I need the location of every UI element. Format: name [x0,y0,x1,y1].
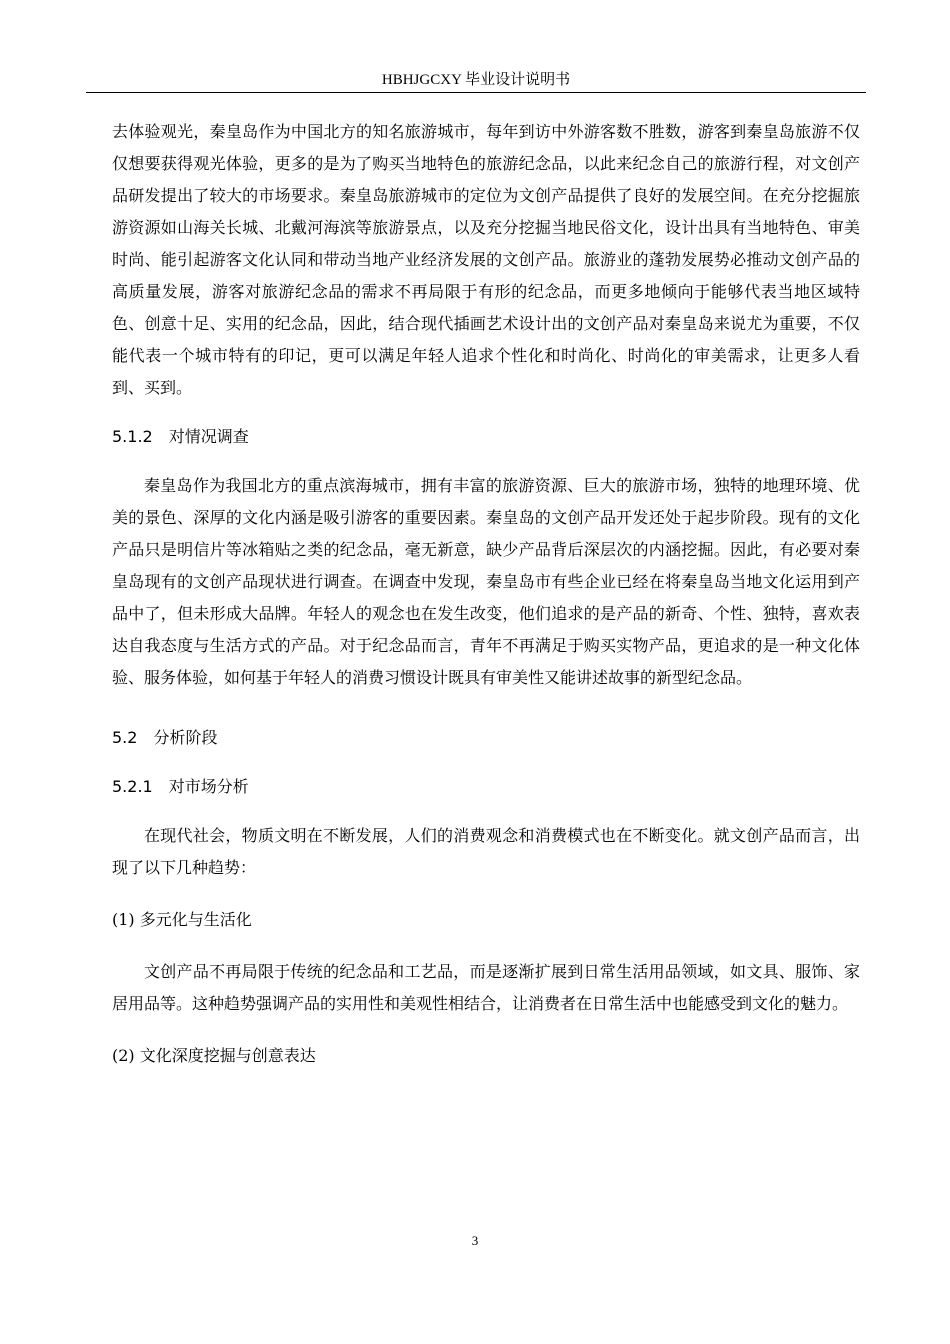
spacer [112,694,860,722]
header-divider [86,92,866,93]
section-heading-5-2-1 [112,771,860,803]
document-body [112,116,860,1072]
spacer [112,404,860,421]
page-header: HBHJGCXY 毕业设计说明书 [381,72,571,88]
section-number: 5.2 [112,728,138,747]
section-title: 分析阶段 [153,728,218,747]
section-heading-5-1-2 [112,421,860,453]
list-item-cultural-depth: (2) 文化深度挖掘与创意表达 [112,1046,316,1065]
section-title: 对情况调查 [168,427,249,446]
section-heading-5-2 [112,722,860,754]
spacer [112,754,860,771]
spacer [112,1020,860,1040]
paragraph-survey: 秦皇岛作为我国北方的重点滨海城市，拥有丰富的旅游资源、巨大的旅游市场，独特的地理环境、优美的景色、深厚的文化内涵是吸引游客的重要因素。秦皇岛的文创产品开发还处于起步阶段。现有的文化产品只是明信片等冰箱贴之类的纪念品，毫无新意，缺少产品背后深层次的内涵挖掘。因此，有必要对秦皇岛现有的文创产品现状进行调查。在调查中发现，秦皇岛市有些企业已经在将秦皇岛当地文化运用到产品中了，但未形成大品牌。年轻人的观念也在发生改变，他们追求的是产品的新奇、个性、独特，喜欢表达自我态度与生活方式的产品。对于纪念品而言，青年不再满足于购买实物产品，更追求的是一种文化体验、服务体验，如何基于年轻人的消费习惯设计既具有审美性又能讲述故事的新型纪念品。 [112,476,860,687]
spacer [112,803,860,820]
spacer [112,453,860,470]
section-number: 5.1.2 [112,427,153,446]
section-title: 对市场分析 [168,777,249,796]
page-number: 3 [471,1233,479,1248]
spacer [112,936,860,956]
spacer [112,884,860,904]
paragraph-market-trends: 在现代社会，物质文明在不断发展，人们的消费观念和消费模式也在不断变化。就文创产品而言，出现了以下几种趋势： [112,826,860,877]
paragraph-tourism-demand: 去体验观光，秦皇岛作为中国北方的知名旅游城市，每年到访中外游客数不胜数，游客到秦皇岛旅游不仅仅想要获得观光体验，更多的是为了购买当地特色的旅游纪念品，以此来纪念自己的旅游行程，对文创产品研发提出了较大的市场要求。秦皇岛旅游城市的定位为文创产品提供了良好的发展空间。在充分挖掘旅游资源如山海关长城、北戴河海滨等旅游景点，以及充分挖掘当地民俗文化，设计出具有当地特色、审美时尚、能引起游客文化认同和带动当地产业经济发展的文创产品。旅游业的蓬勃发展势必推动文创产品的高质量发展，游客对旅游纪念品的需求不再局限于有形的纪念品，而更多地倾向于能够代表当地区域特色、创意十足、实用的纪念品，因此，结合现代插画艺术设计出的文创产品对秦皇岛来说尤为重要，不仅能代表一个城市特有的印记，更可以满足年轻人追求个性化和时尚化、时尚化的审美需求，让更多人看到、买到。 [112,122,860,397]
list-item-diversification: (1) 多元化与生活化 [112,910,252,929]
section-number: 5.2.1 [112,777,153,796]
paragraph-diversification: 文创产品不再局限于传统的纪念品和工艺品，而是逐渐扩展到日常生活用品领域，如文具、服饰、家居用品等。这种趋势强调产品的实用性和美观性相结合，让消费者在日常生活中也能感受到文化的魅力。 [112,962,860,1013]
